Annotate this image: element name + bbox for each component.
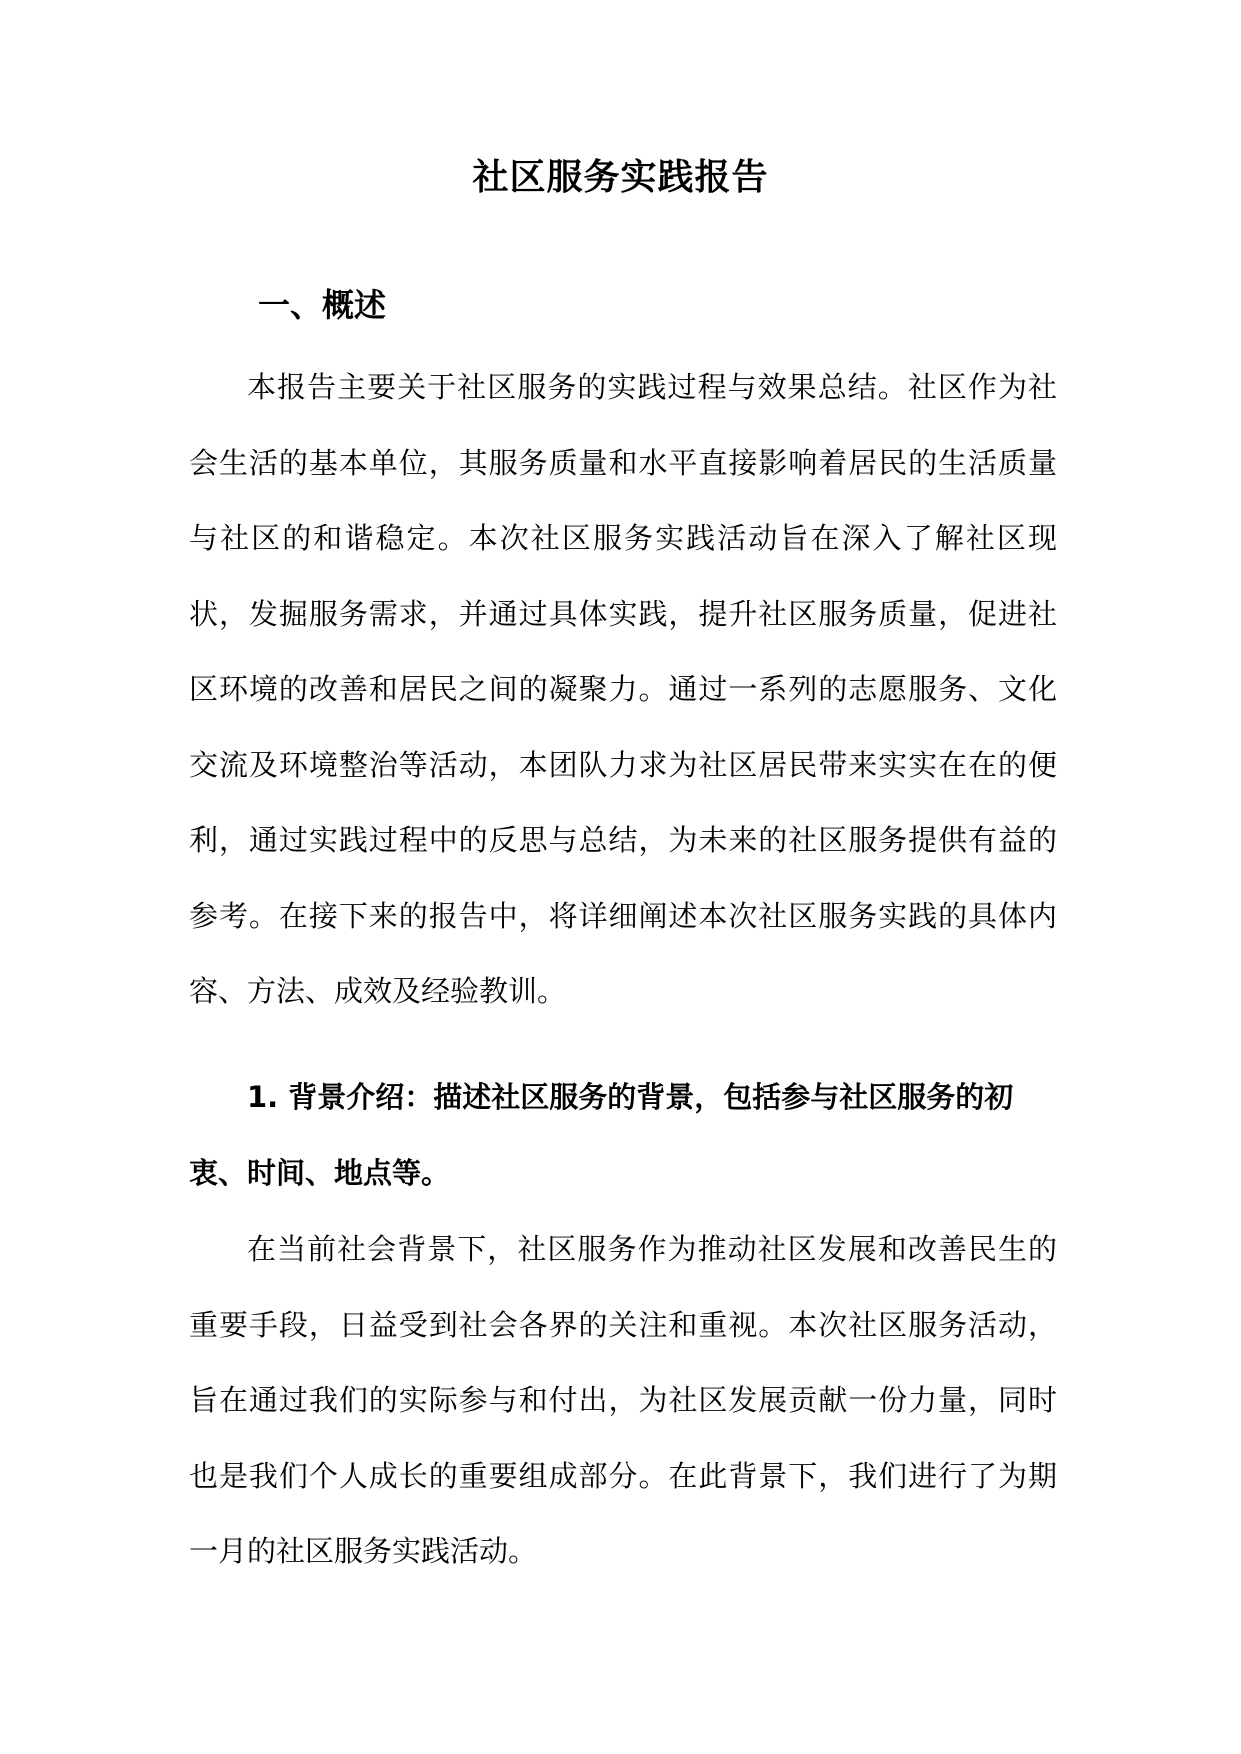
- subheading-background: 1. 背景介绍：描述社区服务的背景，包括参与社区服务的初衷、时间、地点等。: [189, 1080, 1014, 1190]
- document-title: 社区服务实践报告: [472, 156, 769, 198]
- paragraph-background: 在当前社会背景下，社区服务作为推动社区发展和改善民生的重要手段，日益受到社会各界的关注和重视。本次社区服务活动，旨在通过我们的实际参与和付出，为社区发展贡献一份力量，同时也是我们个人成长的重要组成部分。在此背景下，我们进行了为期一月的社区服务实践活动。: [189, 1232, 1057, 1568]
- paragraph-overview: 本报告主要关于社区服务的实践过程与效果总结。社区作为社会生活的基本单位，其服务质量和水平直接影响着居民的生活质量与社区的和谐稳定。本次社区服务实践活动旨在深入了解社区现状，发掘服务需求，并通过具体实践，提升社区服务质量，促进社区环境的改善和居民之间的凝聚力。通过一系列的志愿服务、文化交流及环境整治等活动，本团队力求为社区居民带来实实在在的便利，通过实践过程中的反思与总结，为未来的社区服务提供有益的参考。在接下来的报告中，将详细阐述本次社区服务实践的具体内容、方法、成效及经验教训。: [189, 370, 1057, 1008]
- section-heading-overview: 一、概述: [258, 286, 387, 324]
